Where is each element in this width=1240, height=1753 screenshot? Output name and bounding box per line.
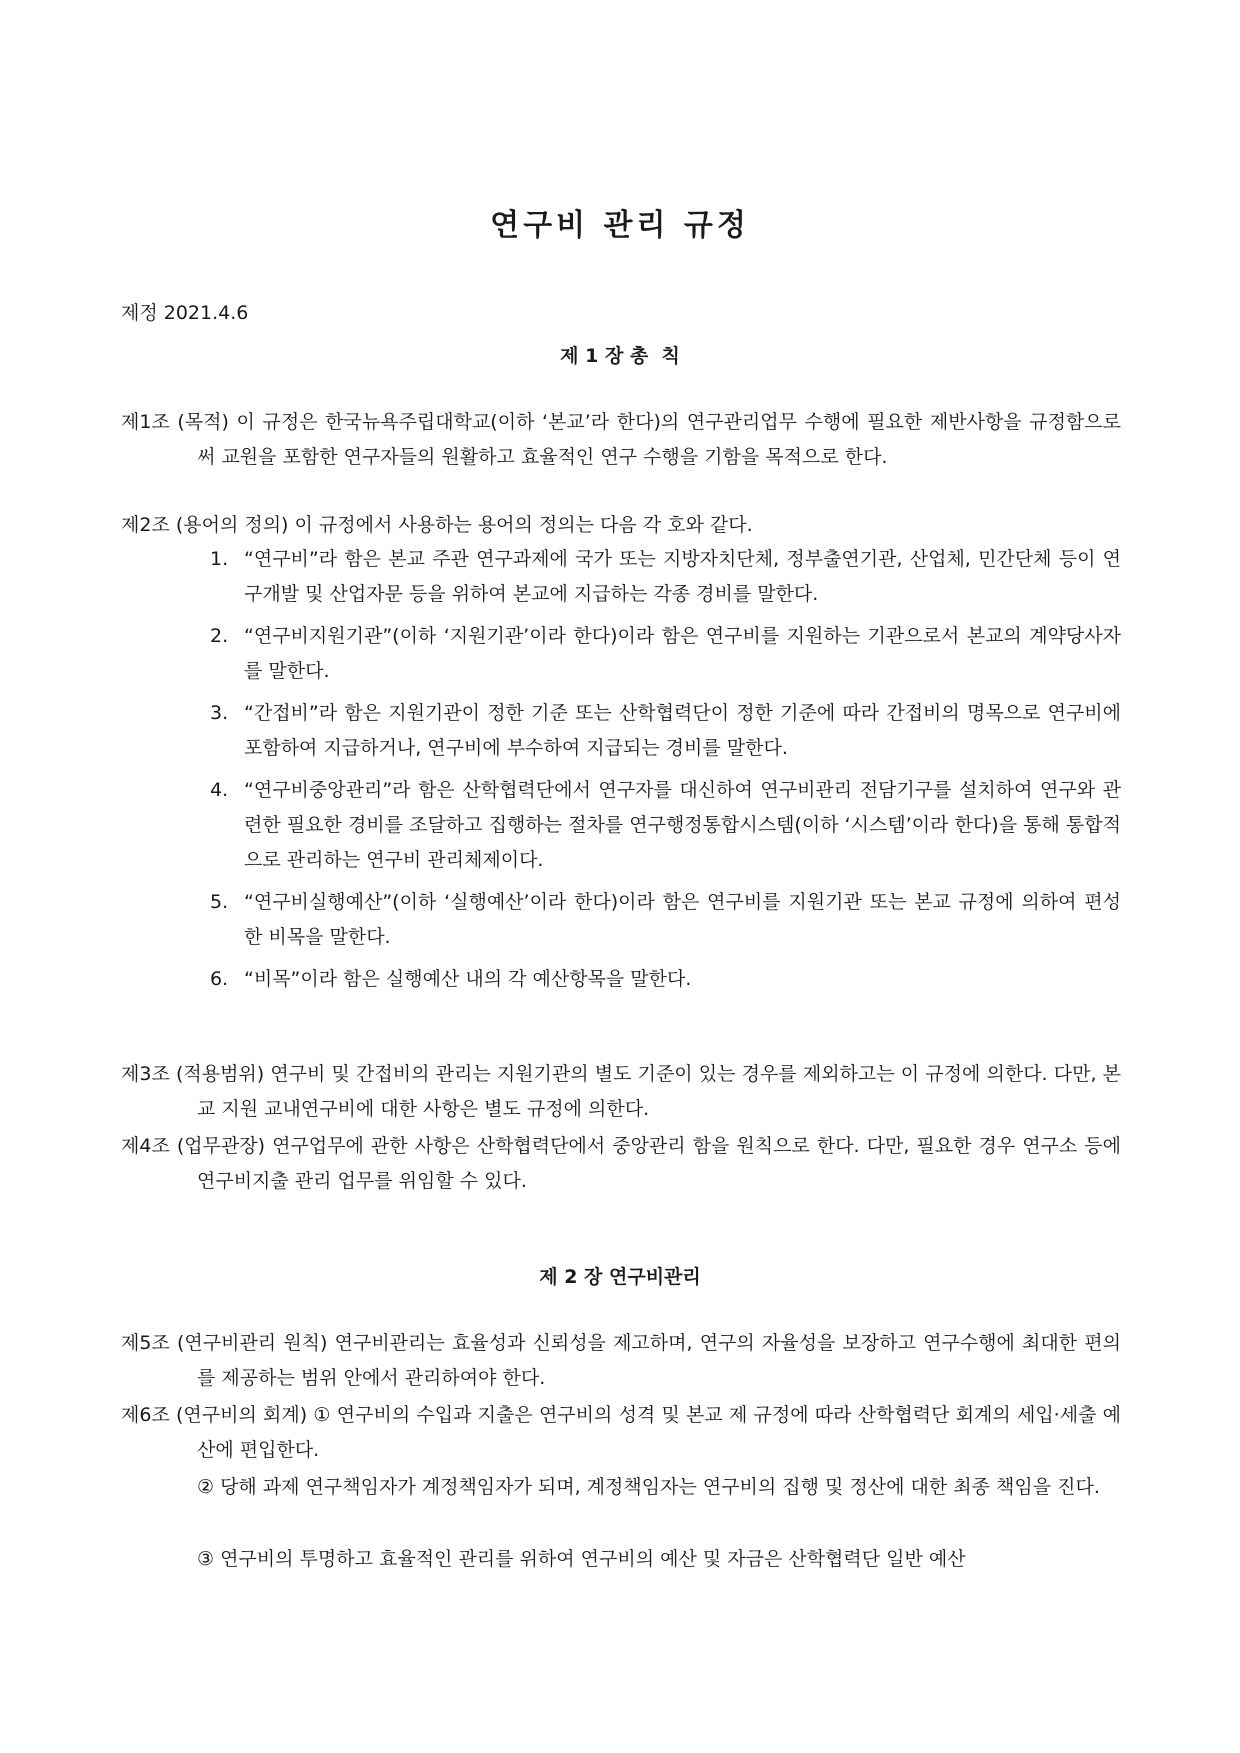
article-2-definitions-list xyxy=(210,542,1121,1004)
list-item xyxy=(210,619,1121,689)
article-1: 제1조 (목적) 이 규정은 한국뉴욕주립대학교(이하 ‘본교’라 한다)의 연구관리업무 수행에 필요한 제반사항을 규정함으로써 교원을 포함한 연구자들의 원활하고 효율적인 연구 수행을 기함을 목적으로 한다. xyxy=(121,411,1121,468)
item-text: “비목”이라 함은 실행예산 내의 각 예산항목을 말한다. xyxy=(244,968,692,990)
item-text: “연구비중앙관리”라 함은 산학협력단에서 연구자를 대신하여 연구비관리 전담기구를 설치하여 연구와 관련한 필요한 경비를 조달하고 집행하는 절차를 연구행정통합시스템(이하 ‘시스템’이라 한다)을 통해 통합적으로 관리하는 연구비 관리체제이다. xyxy=(244,779,1121,871)
chapter-1-heading: 제 1 장 총 칙 xyxy=(560,345,680,367)
item-number: 5. xyxy=(210,891,229,913)
article-4: 제4조 (업무관장) 연구업무에 관한 사항은 산학협력단에서 중앙관리 함을 원칙으로 한다. 다만, 필요한 경우 연구소 등에 연구비지출 관리 업무를 위임할 수 있다. xyxy=(121,1135,1121,1192)
item-number: 1. xyxy=(210,548,229,570)
item-number: 6. xyxy=(210,968,229,990)
list-item xyxy=(210,696,1121,766)
list-item xyxy=(210,962,1121,997)
article-6-paragraph-3: ③ 연구비의 투명하고 효율적인 관리를 위하여 연구비의 예산 및 자금은 산학협력단 일반 예산 xyxy=(197,1548,966,1570)
item-number: 3. xyxy=(210,702,229,724)
list-item xyxy=(210,542,1121,612)
article-2: 제2조 (용어의 정의) 이 규정에서 사용하는 용어의 정의는 다음 각 호와 같다. xyxy=(121,514,753,536)
item-number: 4. xyxy=(210,779,229,801)
document-title: 연구비 관리 규정 xyxy=(490,208,750,243)
list-item xyxy=(210,773,1121,878)
article-5: 제5조 (연구비관리 원칙) 연구비관리는 효율성과 신뢰성을 제고하며, 연구의 자율성을 보장하고 연구수행에 최대한 편의를 제공하는 범위 안에서 관리하여야 한다. xyxy=(121,1332,1121,1389)
item-text: “간접비”라 함은 지원기관이 정한 기준 또는 산학협력단이 정한 기준에 따라 간접비의 명목으로 연구비에 포함하여 지급하거나, 연구비에 부수하여 지급되는 경비를 말한다. xyxy=(244,702,1121,759)
article-6: 제6조 (연구비의 회계) ① 연구비의 수입과 지출은 연구비의 성격 및 본교 제 규정에 따라 산학협력단 회계의 세입·세출 예산에 편입한다. xyxy=(121,1404,1121,1461)
enactment-date: 제정 2021.4.6 xyxy=(121,302,249,324)
chapter-2-heading: 제 2 장 연구비관리 xyxy=(539,1266,701,1288)
article-3: 제3조 (적용범위) 연구비 및 간접비의 관리는 지원기관의 별도 기준이 있는 경우를 제외하고는 이 규정에 의한다. 다만, 본교 지원 교내연구비에 대한 사항은 별도 규정에 의한다. xyxy=(121,1063,1121,1120)
article-6-paragraph-2: ② 당해 과제 연구책임자가 계정책임자가 되며, 계정책임자는 연구비의 집행 및 정산에 대한 최종 책임을 진다. xyxy=(197,1476,1100,1498)
item-text: “연구비실행예산”(이하 ‘실행예산’이라 한다)이라 함은 연구비를 지원기관 또는 본교 규정에 의하여 편성한 비목을 말한다. xyxy=(244,891,1121,948)
item-text: “연구비”라 함은 본교 주관 연구과제에 국가 또는 지방자치단체, 정부출연기관, 산업체, 민간단체 등이 연구개발 및 산업자문 등을 위하여 본교에 지급하는 각종 경비를 말한다. xyxy=(244,548,1121,605)
list-item xyxy=(210,885,1121,955)
item-number: 2. xyxy=(210,625,229,647)
item-text: “연구비지원기관”(이하 ‘지원기관’이라 한다)이라 함은 연구비를 지원하는 기관으로서 본교의 계약당사자를 말한다. xyxy=(244,625,1121,682)
